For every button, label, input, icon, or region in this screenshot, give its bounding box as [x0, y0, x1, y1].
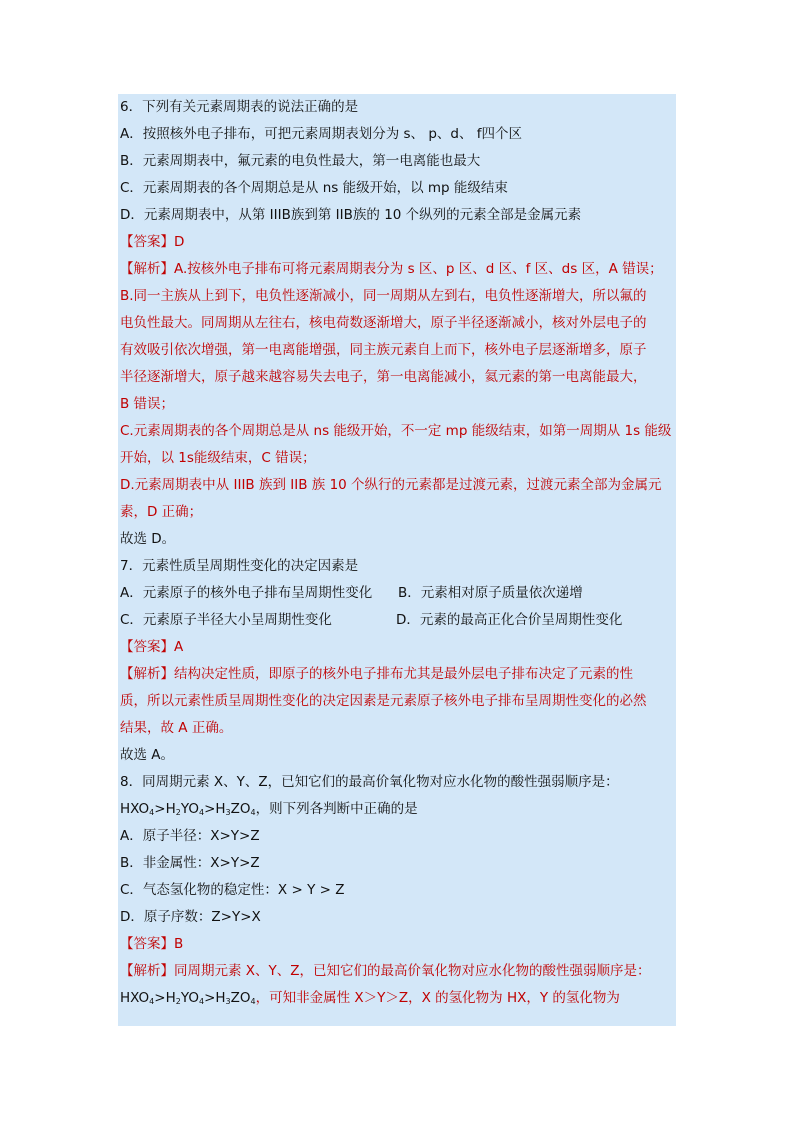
- q6-analysis-line: 电负性最大。同周期从左往右，核电荷数逐渐增大，原子半径逐渐减小，核对外层电子的: [120, 315, 647, 331]
- q6-analysis-line: 半径逐渐增大，原子越来越容易失去电子，第一电离能减小，氦元素的第一电离能最大，: [120, 369, 647, 385]
- q8-analysis-formula-line: [120, 985, 676, 1012]
- q8-analysis-line: 【解析】同周期元素 X、Y、Z，已知它们的最高价氧化物对应水化物的酸性强弱顺序是：: [120, 963, 651, 979]
- q8-stem: 8．同周期元素 X、Y、Z，已知它们的最高价氧化物对应水化物的酸性强弱顺序是：: [120, 774, 619, 790]
- q6-analysis-line: D.元素周期表中从 IIIB 族到 IIB 族 10 个纵行的元素都是过渡元素，过渡元素全部为金属元: [120, 477, 662, 493]
- q7-conclusion: 故选 A。: [120, 747, 175, 763]
- q7-analysis-line: 质，所以元素性质呈周期性变化的决定因素是元素原子核外电子排布呈周期性变化的必然: [120, 693, 647, 709]
- q8-answer: 【答案】B: [120, 936, 184, 952]
- q7-analysis-line: 结果，故 A 正确。: [120, 720, 233, 736]
- q6-analysis-line: B.同一主族从上到下，电负性逐渐减小，同一周期从左到右，电负性逐渐增大，所以氟的: [120, 288, 647, 304]
- q6-analysis-line: 【解析】A.按核外电子排布可将元素周期表分为 s 区、p 区、d 区、f 区、ds 区，A 错误；: [120, 261, 663, 277]
- q7-options-row-1: [120, 580, 676, 607]
- q7-option-a: A．元素原子的核外电子排布呈周期性变化: [120, 585, 373, 601]
- q6-conclusion: 故选 D。: [120, 531, 176, 547]
- q7-analysis-line: 【解析】结构决定性质，即原子的核外电子排布尤其是最外层电子排布决定了元素的性: [120, 666, 633, 682]
- q6-option-b: B．元素周期表中，氟元素的电负性最大，第一电离能也最大: [120, 153, 481, 169]
- q7-option-c: C．元素原子半径大小呈周期性变化: [120, 612, 332, 628]
- q7-answer: 【答案】A: [120, 639, 184, 655]
- q6-analysis-line: B 错误；: [120, 396, 175, 412]
- q6-stem: 6．下列有关元素周期表的说法正确的是: [120, 99, 359, 115]
- q8-option-a: A．原子半径：X>Y>Z: [120, 828, 260, 844]
- q7-options-row-2: [120, 607, 676, 634]
- q8-analysis-tail: ，可知非金属性 X＞Y＞Z，X 的氢化物为 HX，Y 的氢化物为: [255, 990, 620, 1006]
- acid-formula: $HXO_4>H_2YO_4>H_3ZO_4$: [120, 801, 256, 817]
- q7-option-b: B．元素相对原子质量依次递增: [398, 585, 583, 601]
- q7-stem: 7．元素性质呈周期性变化的决定因素是: [120, 558, 359, 574]
- q6-option-c: C．元素周期表的各个周期总是从 ns 能级开始，以 mp 能级结束: [120, 180, 508, 196]
- q7-option-d: D．元素的最高正化合价呈周期性变化: [396, 612, 623, 628]
- q6-option-a: A．按照核外电子排布，可把元素周期表划分为 s、 p、d、 f四个区: [120, 126, 523, 142]
- q8-option-d: D．原子序数：Z>Y>X: [120, 909, 261, 925]
- acid-formula: $HXO_4>H_2YO_4>H_3ZO_4$: [120, 990, 256, 1006]
- q8-option-b: B．非金属性：X>Y>Z: [120, 855, 260, 871]
- q6-analysis-line: 有效吸引依次增强，第一电离能增强，同主族元素自上而下，核外电子层逐渐增多，原子: [120, 342, 647, 358]
- q8-option-c: C．气态氢化物的稳定性：X > Y > Z: [120, 882, 345, 898]
- q6-analysis-line: 素，D 正确；: [120, 504, 203, 520]
- q6-option-d: D．元素周期表中，从第 IIIB族到第 IIB族的 10 个纵列的元素全部是金属元素: [120, 207, 582, 223]
- q6-analysis-line: C.元素周期表的各个周期总是从 ns 能级开始，不一定 mp 能级结束，如第一周期从 1s 能级: [120, 423, 672, 439]
- document-content: [118, 94, 676, 1026]
- q8-stem-tail: ，则下列各判断中正确的是: [255, 801, 418, 817]
- q8-stem-formula-line: [120, 796, 676, 823]
- q6-analysis-line: 开始，以 1s能级结束，C 错误；: [120, 450, 316, 466]
- q6-answer: 【答案】D: [120, 234, 185, 250]
